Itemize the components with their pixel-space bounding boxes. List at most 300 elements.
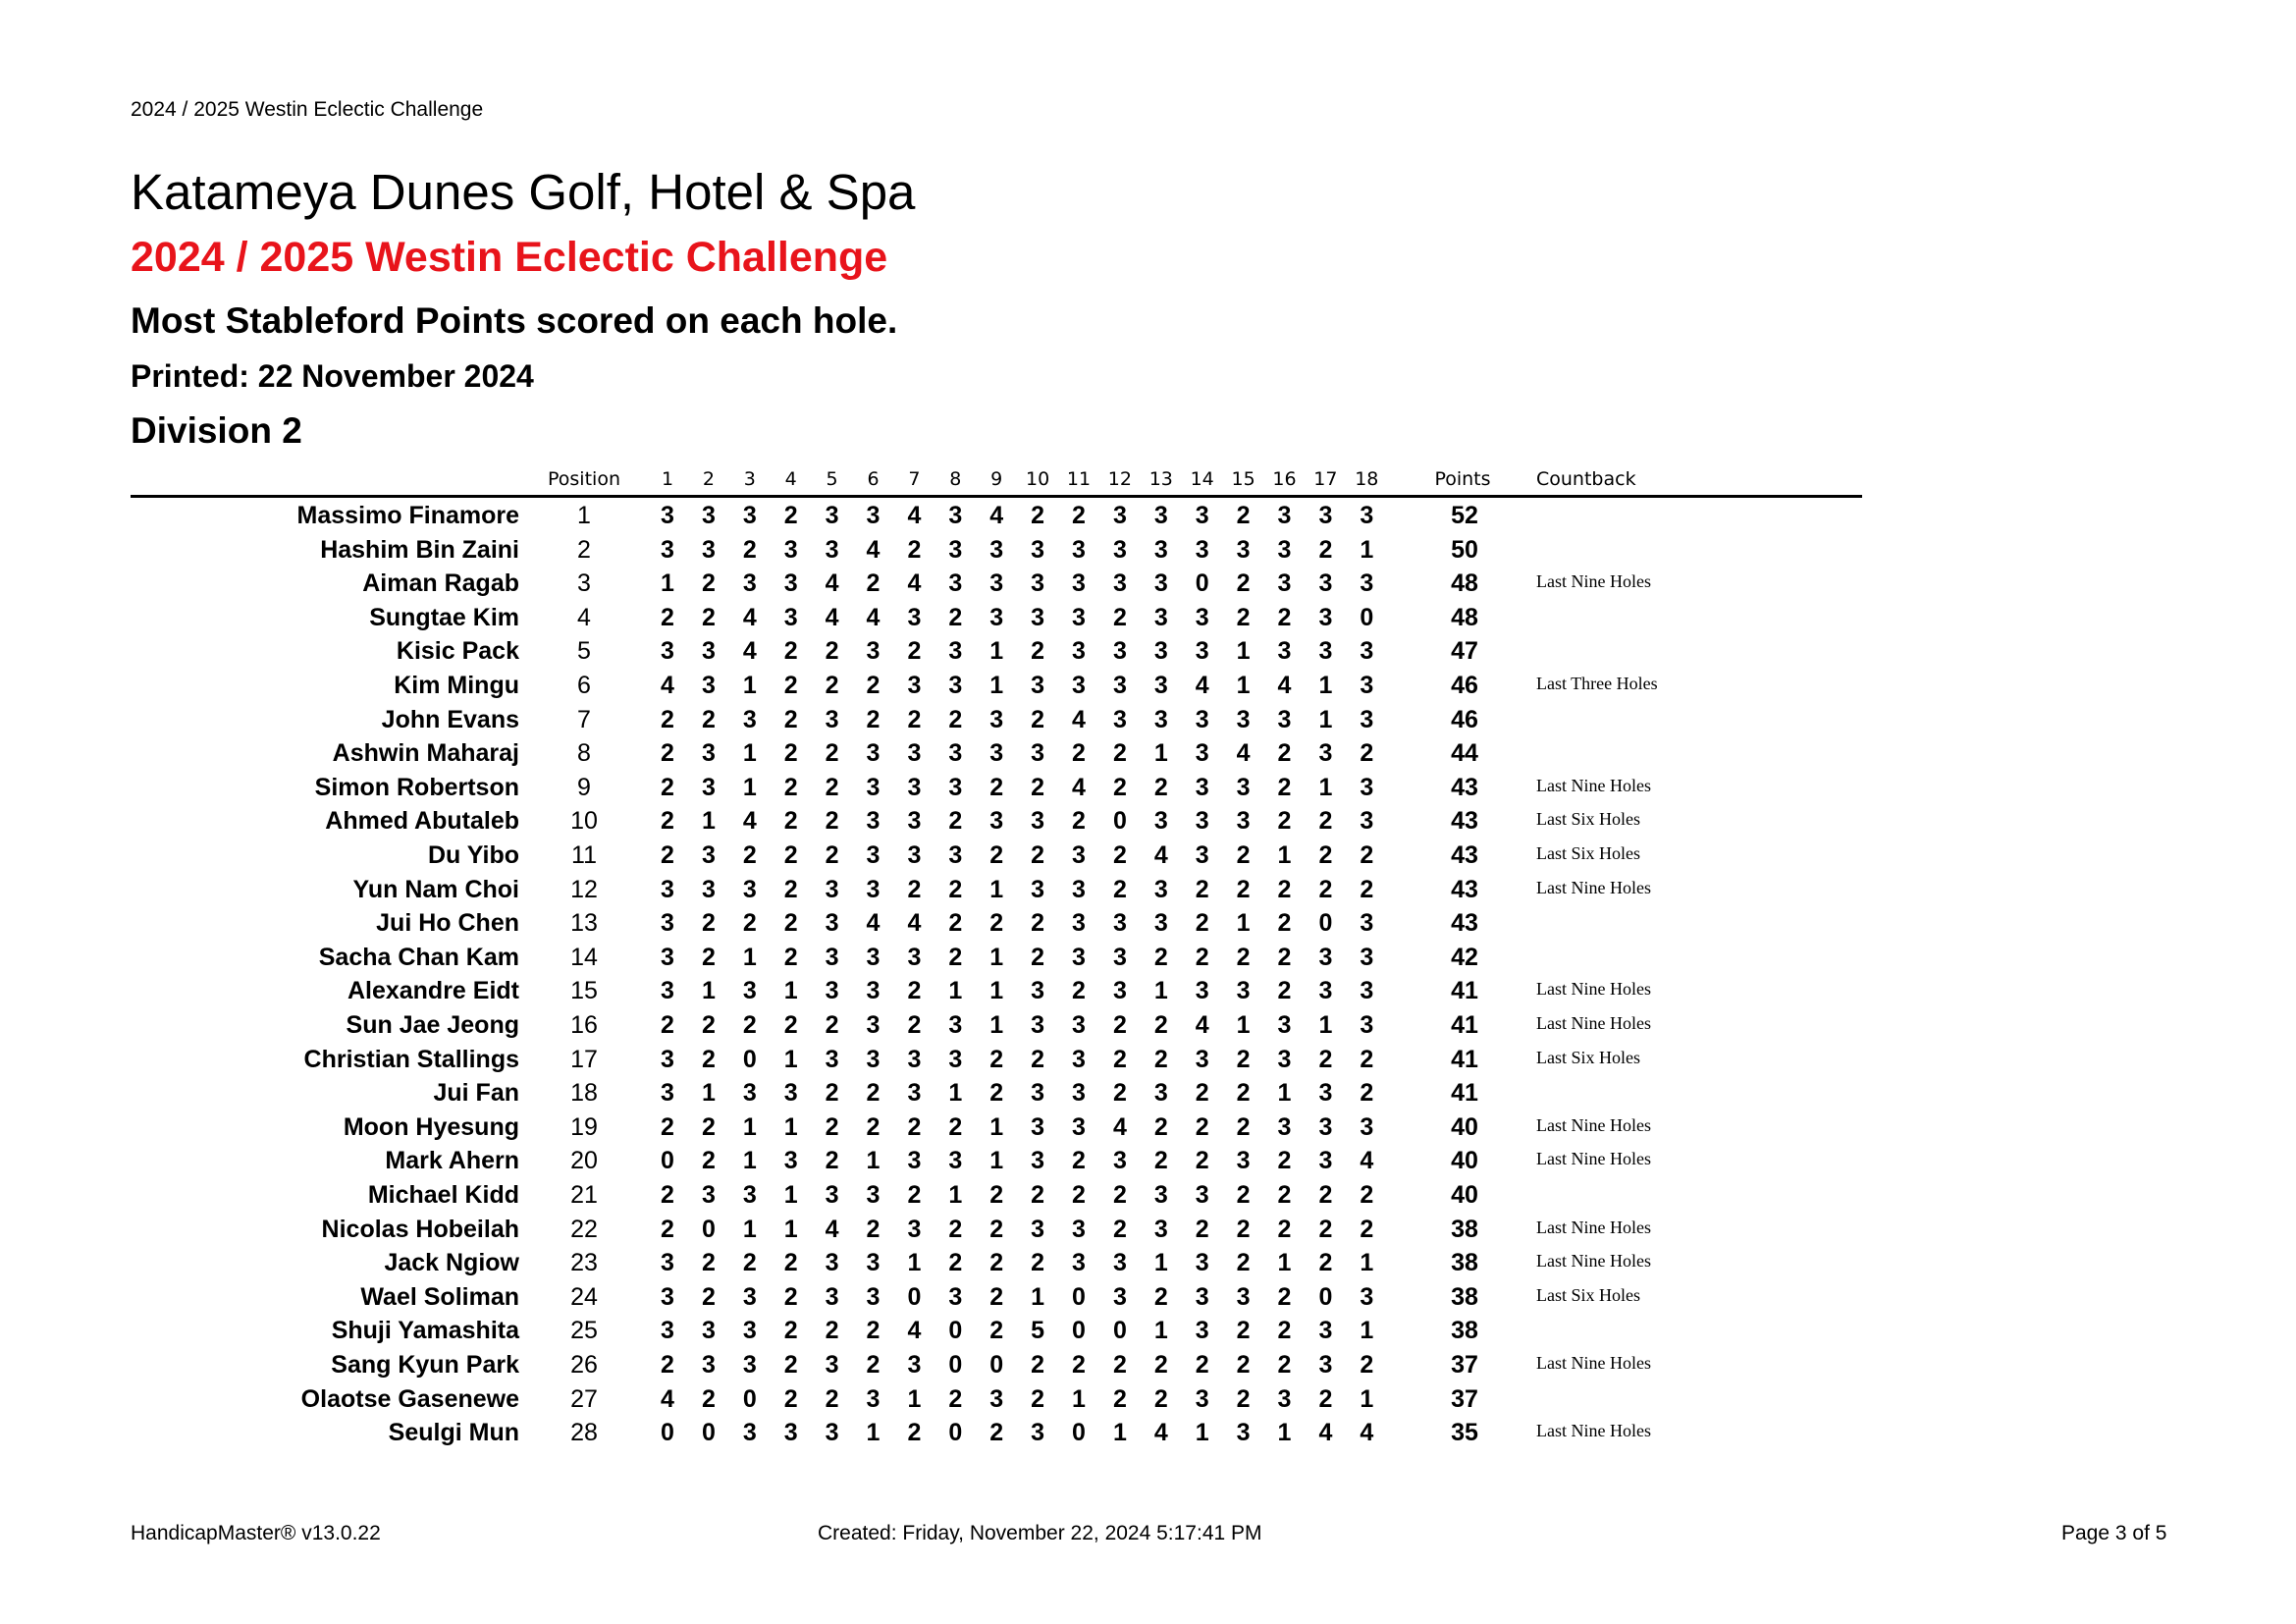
hole-score: 0 — [701, 1419, 716, 1447]
hole-score: 0 — [907, 1282, 922, 1311]
hole-score: 2 — [1072, 807, 1086, 836]
hole-score: 2 — [1112, 1351, 1127, 1379]
hole-score: 3 — [1112, 705, 1127, 733]
hole-score: 2 — [1318, 1215, 1333, 1243]
hole-score: 3 — [1153, 705, 1168, 733]
table-row — [0, 873, 2296, 907]
hole-score: 2 — [701, 1249, 716, 1277]
hole-score: 3 — [989, 807, 1004, 836]
hole-score: 2 — [907, 977, 922, 1005]
hole-score: 3 — [1277, 569, 1292, 598]
hole-score: 3 — [1112, 1282, 1127, 1311]
hole-score: 2 — [1153, 773, 1168, 801]
hole-score: 2 — [1031, 909, 1045, 938]
table-row — [0, 1280, 2296, 1315]
hole-score: 2 — [1072, 977, 1086, 1005]
points-cell: 40 — [1451, 1112, 1478, 1141]
hole-score: 3 — [907, 841, 922, 869]
position-cell: 7 — [577, 705, 591, 733]
hole-score: 3 — [1277, 1112, 1292, 1141]
player-name: Ahmed Abutaleb — [325, 807, 519, 836]
hole-score: 0 — [1112, 807, 1127, 836]
hole-score: 3 — [907, 807, 922, 836]
hole-score: 3 — [701, 672, 716, 699]
player-name: Hashim Bin Zaini — [320, 535, 519, 564]
hole-score: 3 — [825, 1181, 839, 1209]
hole-score: 2 — [701, 1112, 716, 1141]
hole-score: 3 — [1360, 1011, 1374, 1039]
hole-header-17: 17 — [1313, 468, 1338, 490]
hole-score: 1 — [1318, 773, 1333, 801]
hole-header-9: 9 — [990, 468, 1003, 490]
hole-score: 2 — [825, 1147, 839, 1175]
hole-score: 1 — [742, 943, 757, 971]
hole-score: 0 — [1318, 1282, 1333, 1311]
hole-score: 1 — [783, 1181, 798, 1209]
hole-score: 3 — [948, 502, 963, 529]
hole-score: 3 — [1236, 977, 1251, 1005]
countback-cell: Last Six Holes — [1536, 1284, 1640, 1305]
hole-score: 4 — [742, 637, 757, 666]
hole-score: 3 — [948, 773, 963, 801]
table-row — [0, 1110, 2296, 1145]
hole-score: 3 — [907, 1079, 922, 1108]
printed-date: Printed: 22 November 2024 — [131, 358, 534, 394]
hole-score: 3 — [1195, 773, 1209, 801]
hole-score: 3 — [742, 1079, 757, 1108]
hole-score: 3 — [1318, 1317, 1333, 1345]
hole-score: 2 — [1031, 637, 1045, 666]
hole-score: 3 — [742, 1282, 757, 1311]
hole-score: 3 — [1360, 943, 1374, 971]
hole-score: 2 — [1360, 1079, 1374, 1108]
hole-score: 3 — [661, 977, 674, 1005]
hole-score: 3 — [701, 535, 716, 564]
hole-score: 1 — [783, 1112, 798, 1141]
hole-score: 2 — [825, 807, 839, 836]
player-name: Michael Kidd — [367, 1181, 519, 1209]
hole-score: 3 — [1236, 773, 1251, 801]
hole-score: 3 — [1318, 739, 1333, 768]
hole-score: 3 — [1072, 1112, 1086, 1141]
points-cell: 41 — [1451, 1045, 1478, 1073]
hole-score: 3 — [866, 1045, 881, 1073]
hole-score: 2 — [1031, 1045, 1045, 1073]
hole-score: 2 — [907, 875, 922, 903]
hole-score: 3 — [1318, 977, 1333, 1005]
hole-score: 2 — [1031, 1384, 1045, 1413]
hole-score: 3 — [907, 739, 922, 768]
table-row — [0, 906, 2296, 941]
hole-score: 2 — [948, 603, 963, 631]
hole-score: 2 — [1153, 1282, 1168, 1311]
hole-score: 2 — [825, 1112, 839, 1141]
countback-cell: Last Six Holes — [1536, 809, 1640, 830]
hole-header-7: 7 — [908, 468, 921, 490]
hole-score: 3 — [1112, 672, 1127, 699]
hole-score: 3 — [1072, 909, 1086, 938]
hole-score: 3 — [825, 943, 839, 971]
hole-score: 2 — [1031, 502, 1045, 529]
hole-score: 2 — [1360, 841, 1374, 869]
player-name: Kim Mingu — [394, 672, 519, 699]
hole-score: 4 — [742, 807, 757, 836]
hole-score: 4 — [1153, 841, 1168, 869]
hole-score: 2 — [825, 1011, 839, 1039]
hole-score: 3 — [1195, 739, 1209, 768]
hole-score: 3 — [701, 1351, 716, 1379]
hole-score: 1 — [989, 875, 1004, 903]
hole-score: 3 — [1318, 637, 1333, 666]
hole-score: 3 — [1236, 1147, 1251, 1175]
table-row — [0, 1144, 2296, 1178]
hole-score: 2 — [989, 773, 1004, 801]
hole-score: 3 — [1072, 603, 1086, 631]
hole-score: 2 — [1195, 1112, 1209, 1141]
hole-score: 2 — [825, 773, 839, 801]
hole-score: 1 — [866, 1419, 881, 1447]
hole-score: 1 — [701, 1079, 716, 1108]
hole-score: 2 — [948, 1112, 963, 1141]
hole-score: 2 — [1236, 1351, 1251, 1379]
hole-score: 4 — [1236, 739, 1251, 768]
position-header: Position — [548, 468, 620, 490]
hole-score: 3 — [1195, 1317, 1209, 1345]
hole-score: 2 — [661, 739, 674, 768]
hole-header-11: 11 — [1066, 468, 1092, 490]
hole-score: 3 — [1031, 1112, 1045, 1141]
points-cell: 41 — [1451, 1079, 1478, 1108]
hole-score: 2 — [1112, 841, 1127, 869]
hole-score: 2 — [989, 909, 1004, 938]
hole-score: 2 — [742, 535, 757, 564]
hole-score: 3 — [783, 569, 798, 598]
hole-score: 2 — [1277, 875, 1292, 903]
hole-score: 3 — [866, 943, 881, 971]
hole-score: 3 — [866, 773, 881, 801]
hole-header-1: 1 — [661, 468, 674, 490]
hole-score: 3 — [1195, 977, 1209, 1005]
hole-score: 3 — [825, 502, 839, 529]
hole-score: 1 — [701, 807, 716, 836]
hole-score: 3 — [661, 637, 674, 666]
hole-score: 4 — [1112, 1112, 1127, 1141]
position-cell: 18 — [570, 1079, 598, 1108]
hole-score: 3 — [866, 875, 881, 903]
hole-score: 2 — [948, 1384, 963, 1413]
hole-score: 1 — [1236, 672, 1251, 699]
hole-score: 1 — [1153, 1317, 1168, 1345]
hole-score: 3 — [1318, 603, 1333, 631]
countback-cell: Last Nine Holes — [1536, 775, 1651, 795]
hole-score: 0 — [948, 1351, 963, 1379]
hole-score: 3 — [1195, 535, 1209, 564]
hole-score: 2 — [1277, 943, 1292, 971]
hole-score: 2 — [783, 1249, 798, 1277]
hole-score: 3 — [1360, 637, 1374, 666]
hole-score: 3 — [1153, 909, 1168, 938]
hole-score: 3 — [1072, 1215, 1086, 1243]
hole-score: 2 — [989, 1282, 1004, 1311]
hole-score: 0 — [742, 1045, 757, 1073]
hole-score: 3 — [948, 739, 963, 768]
hole-score: 1 — [1153, 977, 1168, 1005]
hole-score: 3 — [1360, 569, 1374, 598]
hole-score: 2 — [1236, 875, 1251, 903]
hole-score: 1 — [1236, 909, 1251, 938]
hole-score: 4 — [1072, 773, 1086, 801]
hole-score: 4 — [825, 569, 839, 598]
player-name: Yun Nam Choi — [352, 875, 519, 903]
hole-score: 1 — [1072, 1384, 1086, 1413]
hole-score: 3 — [701, 1317, 716, 1345]
hole-score: 3 — [907, 672, 922, 699]
hole-score: 2 — [989, 841, 1004, 869]
hole-score: 2 — [1360, 1181, 1374, 1209]
hole-score: 2 — [701, 1045, 716, 1073]
points-cell: 42 — [1451, 943, 1478, 971]
position-cell: 16 — [570, 1011, 598, 1039]
hole-score: 2 — [1236, 841, 1251, 869]
points-cell: 43 — [1451, 841, 1478, 869]
hole-score: 1 — [742, 1215, 757, 1243]
position-cell: 13 — [570, 909, 598, 938]
countback-cell: Last Six Holes — [1536, 1047, 1640, 1067]
hole-score: 3 — [825, 977, 839, 1005]
hole-score: 2 — [701, 705, 716, 733]
player-name: Jui Fan — [433, 1079, 519, 1108]
hole-score: 2 — [1072, 739, 1086, 768]
hole-score: 2 — [1318, 1045, 1333, 1073]
hole-score: 2 — [1031, 773, 1045, 801]
hole-score: 1 — [701, 977, 716, 1005]
hole-score: 1 — [783, 1215, 798, 1243]
table-row — [0, 1076, 2296, 1110]
hole-score: 3 — [742, 1317, 757, 1345]
hole-score: 2 — [701, 603, 716, 631]
hole-score: 2 — [1277, 909, 1292, 938]
hole-score: 3 — [783, 1419, 798, 1447]
hole-score: 0 — [1072, 1419, 1086, 1447]
hole-score: 3 — [1031, 1079, 1045, 1108]
hole-score: 3 — [825, 535, 839, 564]
hole-score: 3 — [1277, 535, 1292, 564]
hole-score: 2 — [1072, 1181, 1086, 1209]
points-cell: 43 — [1451, 875, 1478, 903]
hole-score: 2 — [1112, 1384, 1127, 1413]
hole-score: 3 — [1072, 1079, 1086, 1108]
hole-score: 3 — [1112, 535, 1127, 564]
player-name: Alexandre Eidt — [347, 977, 519, 1005]
position-cell: 22 — [570, 1215, 598, 1243]
hole-score: 3 — [742, 1419, 757, 1447]
hole-score: 3 — [1031, 739, 1045, 768]
hole-score: 3 — [1031, 1215, 1045, 1243]
hole-score: 3 — [1153, 1079, 1168, 1108]
hole-score: 2 — [1195, 1351, 1209, 1379]
hole-score: 2 — [948, 1249, 963, 1277]
hole-score: 3 — [866, 637, 881, 666]
hole-score: 3 — [1072, 1011, 1086, 1039]
hole-score: 4 — [661, 1384, 674, 1413]
points-cell: 50 — [1451, 535, 1478, 564]
hole-score: 2 — [1236, 1112, 1251, 1141]
hole-score: 1 — [907, 1384, 922, 1413]
hole-score: 3 — [948, 569, 963, 598]
hole-score: 3 — [1360, 705, 1374, 733]
hole-score: 3 — [1153, 603, 1168, 631]
hole-score: 3 — [948, 637, 963, 666]
hole-score: 3 — [866, 1181, 881, 1209]
hole-header-12: 12 — [1107, 468, 1132, 490]
countback-cell: Last Nine Holes — [1536, 571, 1651, 592]
hole-score: 3 — [1153, 1181, 1168, 1209]
hole-score: 2 — [1360, 1045, 1374, 1073]
hole-score: 3 — [1072, 1045, 1086, 1073]
points-cell: 38 — [1451, 1317, 1478, 1345]
hole-score: 3 — [1195, 841, 1209, 869]
hole-score: 2 — [1031, 1249, 1045, 1277]
hole-score: 3 — [825, 705, 839, 733]
points-cell: 43 — [1451, 773, 1478, 801]
hole-score: 1 — [989, 637, 1004, 666]
points-cell: 41 — [1451, 1011, 1478, 1039]
hole-score: 2 — [701, 1147, 716, 1175]
hole-header-2: 2 — [702, 468, 715, 490]
hole-score: 2 — [742, 841, 757, 869]
hole-score: 2 — [1153, 1351, 1168, 1379]
hole-score: 3 — [661, 1045, 674, 1073]
hole-score: 2 — [989, 1215, 1004, 1243]
hole-header-10: 10 — [1026, 468, 1050, 490]
hole-score: 3 — [989, 569, 1004, 598]
countback-cell: Last Nine Holes — [1536, 1421, 1651, 1441]
hole-score: 3 — [989, 1384, 1004, 1413]
hole-score: 2 — [907, 1112, 922, 1141]
hole-score: 2 — [1153, 1045, 1168, 1073]
hole-score: 2 — [866, 1112, 881, 1141]
hole-score: 2 — [825, 739, 839, 768]
hole-score: 1 — [1277, 1419, 1292, 1447]
hole-score: 3 — [1277, 1011, 1292, 1039]
hole-score: 3 — [661, 535, 674, 564]
hole-score: 2 — [1318, 841, 1333, 869]
hole-score: 2 — [783, 705, 798, 733]
position-cell: 6 — [577, 672, 591, 699]
hole-header-6: 6 — [867, 468, 880, 490]
hole-header-16: 16 — [1272, 468, 1297, 490]
hole-score: 3 — [1031, 569, 1045, 598]
hole-score: 3 — [1195, 502, 1209, 529]
hole-score: 3 — [1031, 535, 1045, 564]
hole-score: 2 — [1360, 1215, 1374, 1243]
hole-score: 2 — [1236, 1181, 1251, 1209]
hole-score: 3 — [742, 705, 757, 733]
table-row — [0, 736, 2296, 771]
hole-score: 2 — [1318, 807, 1333, 836]
table-row — [0, 703, 2296, 737]
hole-score: 3 — [742, 569, 757, 598]
hole-score: 2 — [1031, 943, 1045, 971]
hole-score: 3 — [866, 841, 881, 869]
position-cell: 3 — [577, 569, 591, 598]
table-row — [0, 669, 2296, 703]
hole-score: 3 — [948, 1282, 963, 1311]
hole-score: 3 — [1031, 672, 1045, 699]
hole-score: 2 — [1112, 1181, 1127, 1209]
hole-score: 2 — [783, 1011, 798, 1039]
hole-score: 0 — [989, 1351, 1004, 1379]
hole-score: 1 — [1277, 1249, 1292, 1277]
hole-score: 3 — [742, 502, 757, 529]
hole-score: 2 — [1360, 739, 1374, 768]
hole-score: 2 — [1031, 1181, 1045, 1209]
hole-score: 2 — [701, 1384, 716, 1413]
hole-header-18: 18 — [1355, 468, 1379, 490]
hole-header-3: 3 — [743, 468, 756, 490]
hole-score: 2 — [1277, 977, 1292, 1005]
hole-score: 1 — [1236, 1011, 1251, 1039]
hole-score: 1 — [1318, 1011, 1333, 1039]
description: Most Stableford Points scored on each hole. — [131, 300, 898, 341]
hole-score: 3 — [1318, 1112, 1333, 1141]
player-name: Mark Ahern — [385, 1147, 519, 1175]
hole-score: 2 — [1318, 875, 1333, 903]
hole-score: 2 — [783, 1384, 798, 1413]
hole-score: 3 — [1277, 502, 1292, 529]
hole-score: 2 — [1031, 1351, 1045, 1379]
hole-score: 2 — [1195, 909, 1209, 938]
hole-score: 3 — [1072, 943, 1086, 971]
hole-score: 1 — [1277, 1079, 1292, 1108]
hole-score: 1 — [1360, 1249, 1374, 1277]
hole-score: 2 — [783, 739, 798, 768]
hole-score: 4 — [825, 603, 839, 631]
software-version: HandicapMaster® v13.0.22 — [131, 1522, 381, 1544]
hole-score: 2 — [989, 1045, 1004, 1073]
hole-score: 3 — [701, 1181, 716, 1209]
hole-score: 3 — [701, 841, 716, 869]
hole-score: 2 — [742, 1011, 757, 1039]
hole-score: 2 — [661, 773, 674, 801]
hole-score: 2 — [661, 603, 674, 631]
hole-score: 2 — [948, 875, 963, 903]
hole-score: 3 — [783, 1079, 798, 1108]
hole-score: 2 — [661, 1215, 674, 1243]
hole-score: 3 — [825, 1045, 839, 1073]
hole-score: 0 — [1318, 909, 1333, 938]
hole-score: 1 — [742, 739, 757, 768]
hole-score: 3 — [1195, 1045, 1209, 1073]
position-cell: 11 — [571, 841, 597, 869]
hole-score: 2 — [1072, 1147, 1086, 1175]
hole-score: 2 — [661, 1351, 674, 1379]
table-row — [0, 567, 2296, 601]
hole-score: 2 — [907, 1419, 922, 1447]
hole-score: 4 — [1195, 672, 1209, 699]
hole-score: 3 — [1112, 569, 1127, 598]
hole-score: 1 — [989, 943, 1004, 971]
position-cell: 17 — [570, 1045, 598, 1073]
countback-cell: Last Six Holes — [1536, 843, 1640, 863]
points-cell: 46 — [1451, 705, 1478, 733]
hole-score: 2 — [866, 672, 881, 699]
countback-cell: Last Nine Holes — [1536, 1353, 1651, 1373]
hole-score: 3 — [1031, 603, 1045, 631]
table-row — [0, 839, 2296, 873]
hole-score: 2 — [661, 807, 674, 836]
position-cell: 25 — [570, 1317, 598, 1345]
